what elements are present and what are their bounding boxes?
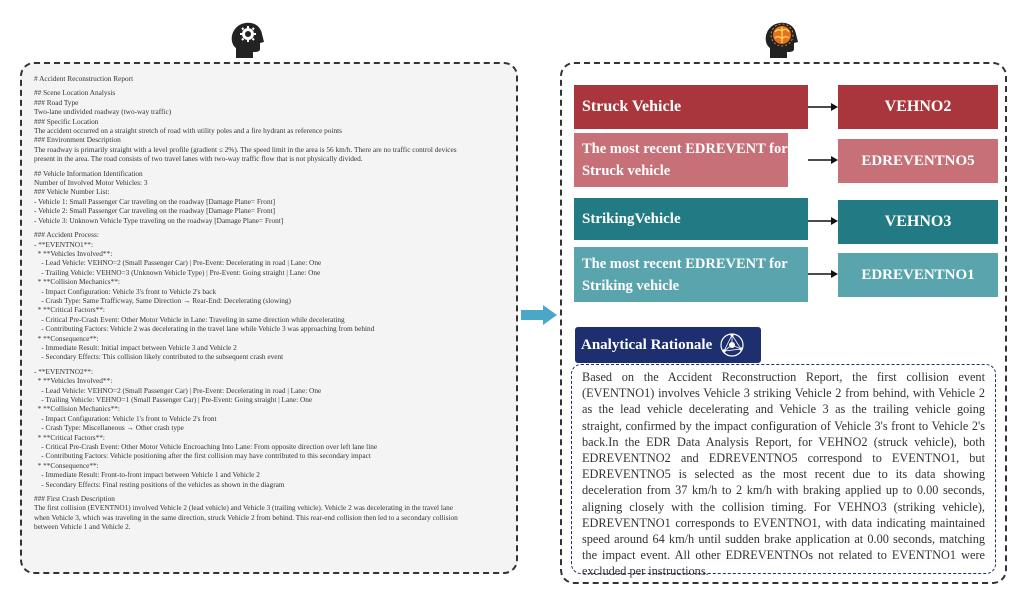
report-line: ### Accident Process:: [34, 230, 99, 240]
report-line: # Accident Reconstruction Report: [34, 74, 134, 83]
report-line: - **EVENTNO1**:: [34, 239, 93, 249]
report-line: when Vehicle 3, which was traveling in the same direction, struck Vehicle 2 from behind. This rear-end collision then led to a secondary collision: [34, 512, 458, 522]
vehno3-box: [838, 200, 998, 244]
report-line: * **Critical Factors**:: [34, 305, 105, 315]
report-line: between Vehicle 1 and Vehicle 2.: [34, 522, 131, 532]
mapping-arrow-icon: [808, 102, 838, 112]
vehno3-label: VEHNO3: [884, 213, 952, 230]
report-line: present in the area. The road consists of two travel lanes with two-way traffic flow that is not physically divided.: [34, 154, 363, 164]
report-line: ### Specific Location: [34, 116, 99, 126]
report-line: - Lead Vehicle: VEHNO=2 (Small Passenger Car) | Pre-Event: Decelerating in road | Lane: One: [34, 258, 322, 268]
right-arrow-icon: [521, 303, 557, 327]
edreventno1-label: EDREVENTNO1: [861, 266, 975, 283]
analysis-panel: [560, 62, 1007, 584]
report-line: - Secondary Effects: Final resting positions of the vehicles as shown in the diagram: [34, 479, 285, 489]
vehno2-box: [838, 85, 998, 129]
report-line: Two-lane undivided roadway (two-way traffic): [34, 107, 172, 117]
report-line: * **Consequence**:: [34, 460, 99, 470]
report-line: ## Scene Location Analysis: [34, 88, 116, 98]
report-line: ## Vehicle Information Identification: [34, 168, 143, 178]
report-line: * **Critical Factors**:: [34, 432, 105, 442]
recent-edrevent-striking-box: [574, 247, 808, 302]
network-logo-icon: [718, 331, 746, 359]
report-line: - Lead Vehicle: VEHNO=2 (Small Passenger Car) | Pre-Event: Decelerating in road | Lane: One: [34, 385, 322, 395]
report-line: The accident occurred on a straight stretch of road with utility poles and a fire hydrant as reference points: [34, 126, 342, 136]
report-line: - Impact Configuration: Vehicle 3's front to Vehicle 2's back: [34, 286, 217, 296]
vehno2-label: VEHNO2: [884, 98, 952, 115]
mapping-arrow-icon: [808, 269, 838, 279]
report-line: The roadway is primarily straight with a level profile (gradient ≤ 2%). The speed limit in the area is 56 km/h. There are no traffic control devices: [34, 144, 457, 154]
report-line: * **Consequence**:: [34, 333, 99, 343]
report-line: - Trailing Vehicle: VEHNO=1 (Small Passenger Car) | Pre-Event: Going straight | Lane: One: [34, 395, 313, 404]
struck-vehicle-box: [574, 85, 808, 129]
report-line: - Immediate Result: Front-to-front impact between Vehicle 1 and Vehicle 2: [34, 470, 260, 480]
recent-edrevent-struck-box: [574, 133, 788, 187]
report-line: * **Vehicles Involved**:: [34, 248, 113, 258]
glowing-brain-head-icon: [760, 18, 804, 62]
edreventno1-box: [838, 253, 998, 297]
edreventno5-label: EDREVENTNO5: [861, 152, 975, 169]
recent-edrevent-struck-label: The most recent EDREVENT for Struck vehicle: [582, 141, 788, 179]
report-line: - Critical Pre-Crash Event: Other Motor Vehicle in Lane: Traveling in same direction while decelerating: [34, 314, 345, 324]
report-line: - Vehicle 2: Small Passenger Car traveling on the roadway [Damage Plane= Front]: [34, 206, 276, 216]
edreventno5-box: [838, 139, 998, 183]
report-line: - Trailing Vehicle: VEHNO=3 (Unknown Vehicle Type) | Pre-Event: Going straight | Lane: One: [34, 267, 321, 277]
brain-head-icon: [226, 18, 270, 62]
striking-vehicle-box: [574, 198, 808, 240]
report-line: ### Vehicle Number List:: [34, 187, 110, 197]
analytical-rationale-text: Based on the Accident Reconstruction Report, the first collision event (EVENTNO1) involves Vehicle 3 striking Vehicle 2 from behind, with Vehicle 2 as the lead vehicle decelerating and Vehicle 3 as the trailing vehicle going straight, confirmed by the impact configuration of Vehicle 3's front to Vehicle 2's back.In the EDR Data Analysis Report, for VEHNO2 (struck vehicle), both EDREVENTNO2 and EDREVENTNO5 correspond to EVENTNO1, but EDREVENTNO5 is selected as the most recent due to its data showing deceleration from 37 km/h to 2 km/h with braking applied up to 0.00 seconds, aligning closely with the collision timing. For VEHNO3 (striking vehicle), EDREVENTNO1 corresponds to EVENTNO1, with data indicating maintained speed around 64 km/h until sudden brake application at 0.00 seconds, matching the impact event. All other EDREVENTNOs not related to EVENTNO1 were excluded per instructions.: [571, 364, 996, 574]
analytical-rationale-header: [575, 327, 761, 363]
striking-vehicle-label: StrikingVehicle: [582, 210, 681, 227]
analytical-rationale-title: Analytical Rationale: [581, 336, 713, 353]
report-line: - Critical Pre-Crash Event: Other Motor Vehicle Encroaching Into Lane: From opposite direction over left lane line: [34, 442, 378, 452]
report-line: ### First Crash Description: [34, 494, 115, 504]
report-line: * **Vehicles Involved**:: [34, 376, 113, 386]
report-line: * **Collision Mechanics**:: [34, 404, 120, 414]
report-line: - Crash Type: Miscellaneous → Other crash type: [34, 423, 184, 433]
report-line: - Impact Configuration: Vehicle 1's front to Vehicle 2's front: [34, 413, 217, 423]
struck-vehicle-label: Struck Vehicle: [582, 98, 682, 115]
report-line: - Vehicle 3: Unknown Vehicle Type traveling on the roadway [Damage Plane= Front]: [34, 215, 284, 225]
report-line: - Immediate Result: Initial impact between Vehicle 3 and Vehicle 2: [34, 342, 237, 352]
report-line: Number of Involved Motor Vehicles: 3: [34, 178, 148, 188]
report-line: - Contributing Factors: Vehicle 2 was decelerating in the travel lane while Vehicle 3 was approaching from behind: [34, 324, 375, 334]
report-line: ### Environment Description: [34, 135, 121, 145]
mapping-arrow-icon: [808, 216, 838, 226]
report-line: * **Collision Mechanics**:: [34, 277, 120, 287]
report-line: The first collision (EVENTNO1) involved Vehicle 2 (lead vehicle) and Vehicle 3 (trailing vehicle). Vehicle 2 was decelerating in the travel lane: [34, 503, 454, 513]
report-line: - Secondary Effects: This collision likely contributed to the subsequent crash event: [34, 352, 284, 362]
mapping-arrow-icon: [808, 155, 838, 165]
recent-edrevent-striking-label: The most recent EDREVENT for Striking vehicle: [582, 255, 788, 294]
report-line: - Crash Type: Same Trafficway, Same Direction → Rear-End: Decelerating (slowing): [34, 295, 291, 305]
accident-report-panel: [20, 62, 518, 574]
report-line: ### Road Type: [34, 97, 79, 107]
report-line: - **EVENTNO2**:: [34, 366, 93, 376]
report-line: - Contributing Factors: Vehicle positioning after the first collision may have contributed to this secondary impact: [34, 451, 371, 461]
report-line: - Vehicle 1: Small Passenger Car traveling on the roadway [Damage Plane= Front]: [34, 196, 276, 206]
